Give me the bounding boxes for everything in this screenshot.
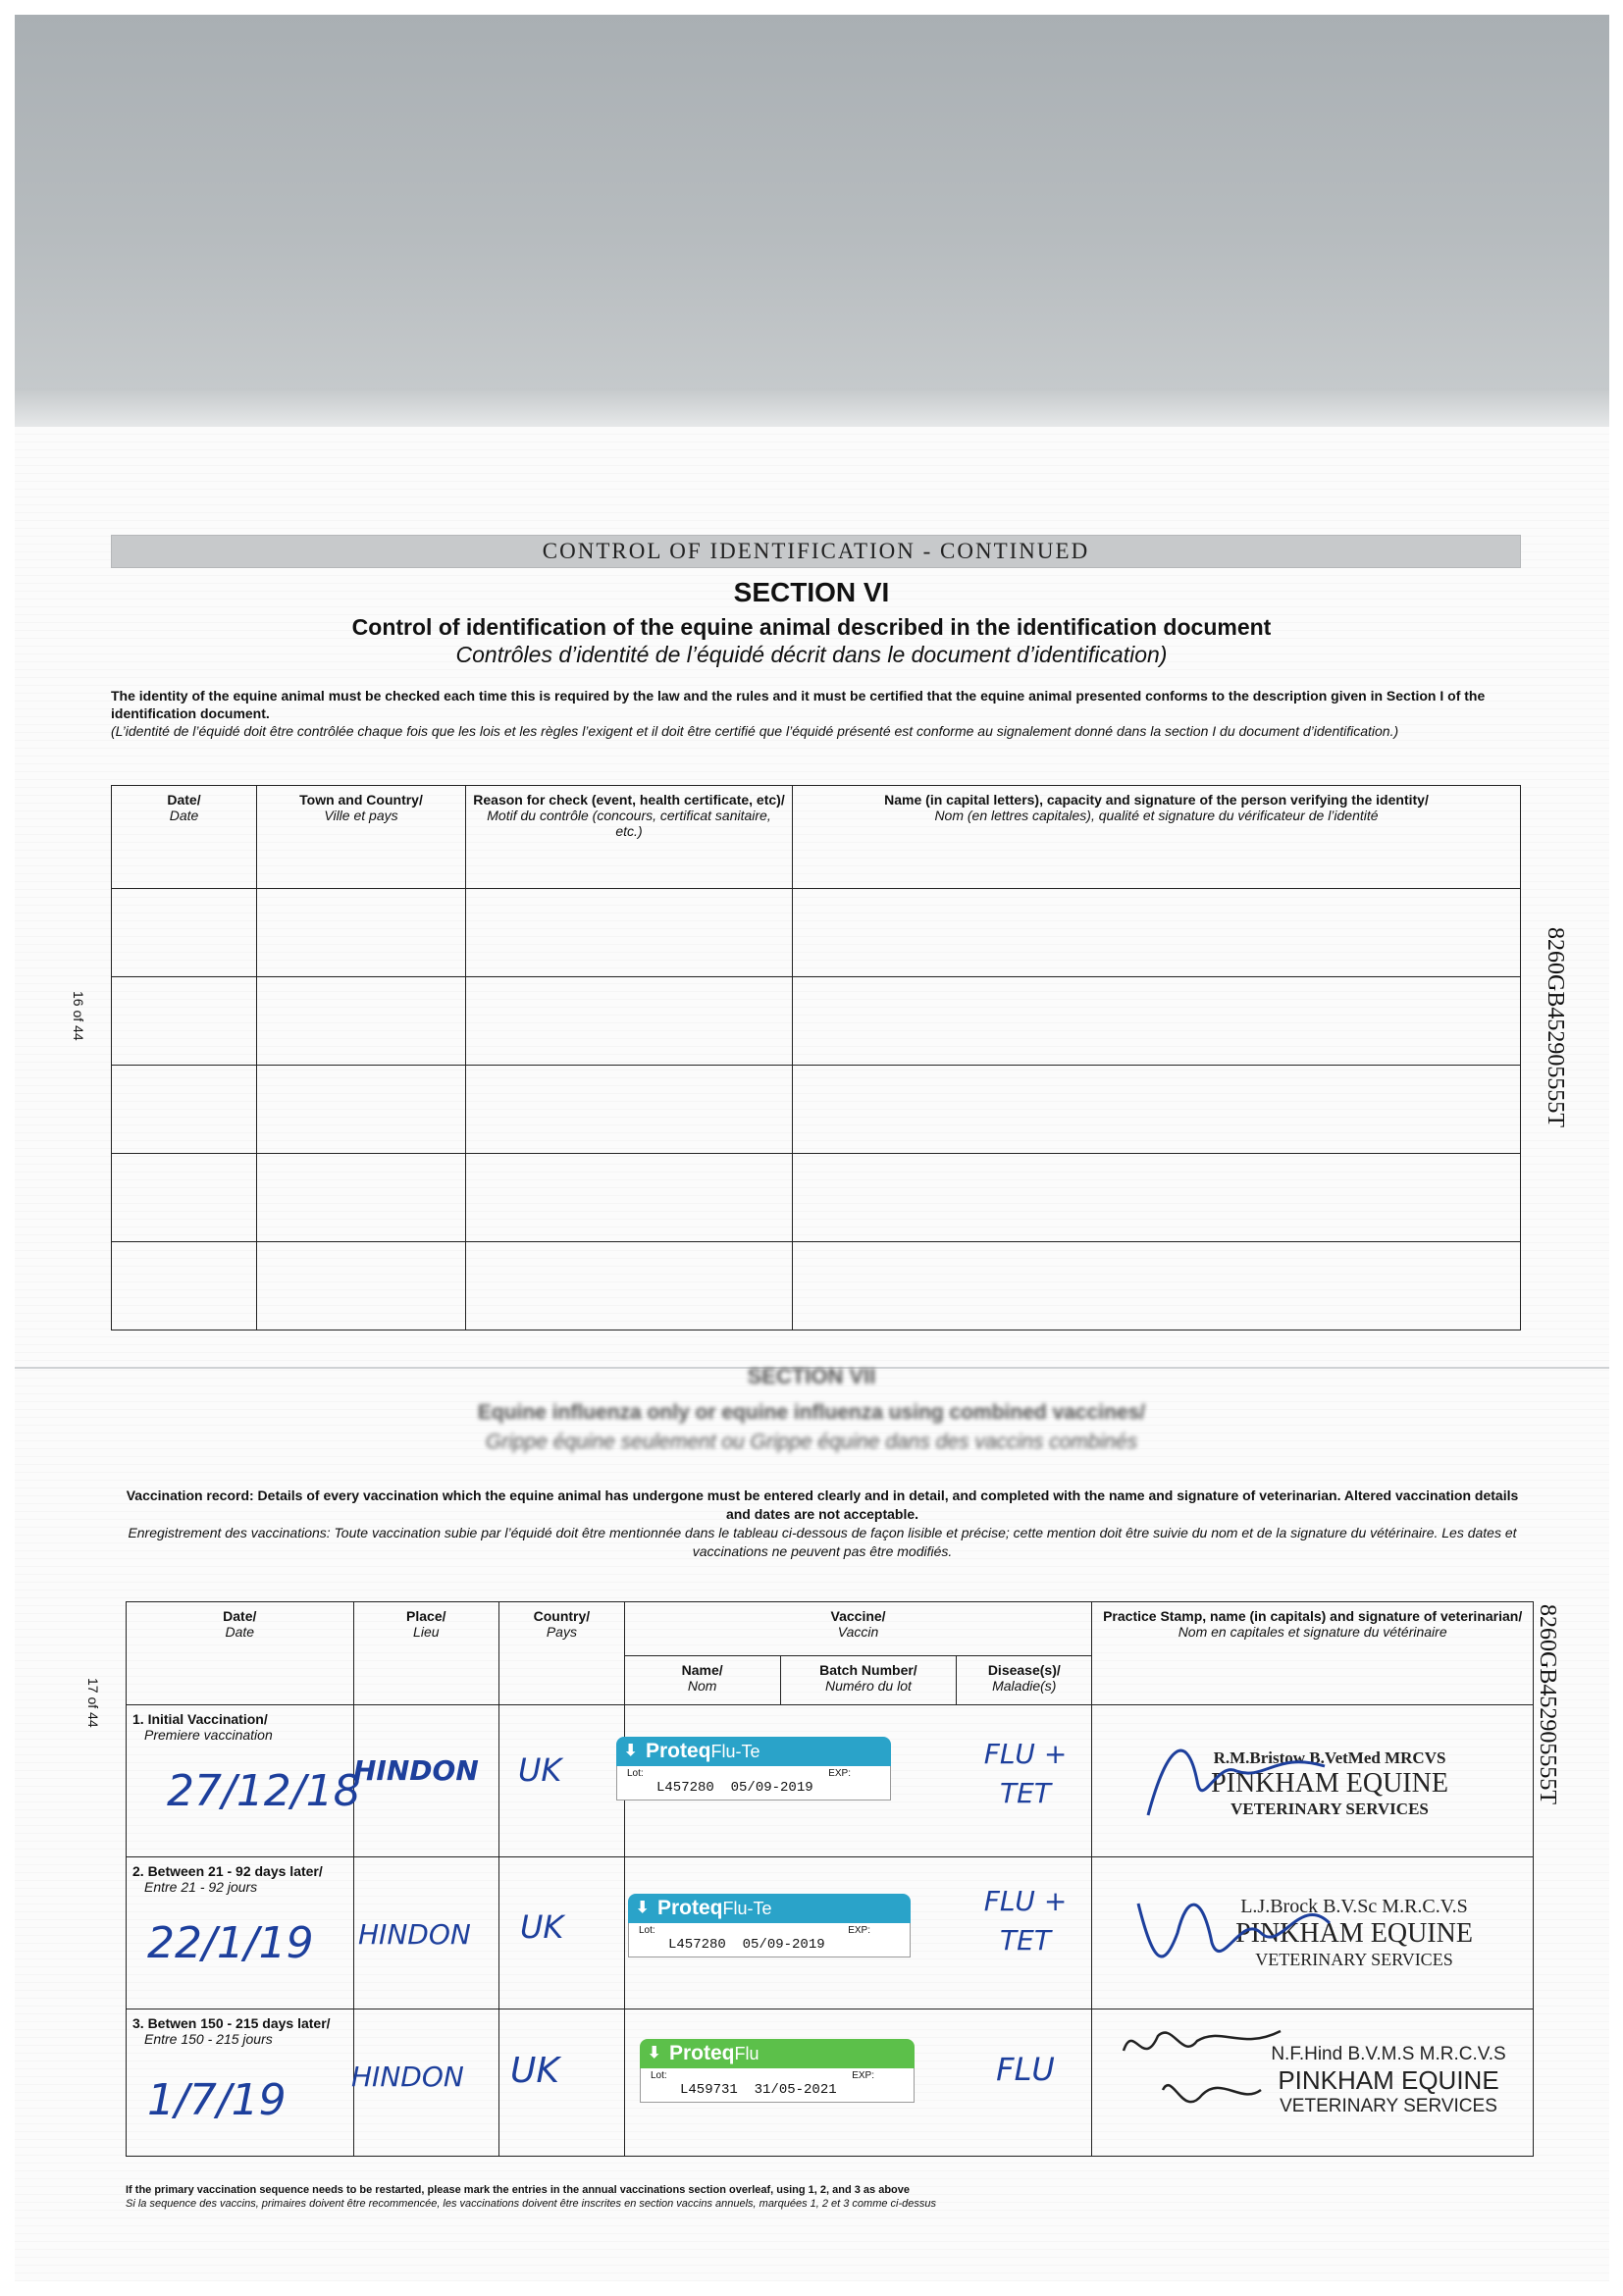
table-row — [112, 977, 1521, 1066]
sticker-header-3: ⬇ ProteqFlu — [640, 2039, 915, 2068]
col-town: Town and Country/ Ville et pays — [257, 786, 466, 889]
vac-date-3: 1/7/19 — [147, 2075, 287, 2125]
col-vac-country: Country/ Pays — [499, 1602, 625, 1705]
vac-disease-2: FLU + TET — [983, 1885, 1068, 1957]
table-row: 2. Between 21 - 92 days later/ Entre 21 - 92 jours — [127, 1857, 1534, 2009]
practice-stamp-3: N.F.Hind B.V.M.S M.R.C.V.S PINKHAM EQUINE VETERINARY SERVICES — [1271, 2044, 1506, 2116]
col-vac-place: Place/ Lieu — [353, 1602, 498, 1705]
side-identifier-lower: 8260GB452905555T — [1535, 1604, 1560, 1804]
section-vi-title: SECTION VI — [733, 577, 890, 607]
section-vi-subtitle-fr: Contrôles d’identité de l’équidé décrit dans le document d’identification) — [455, 642, 1168, 667]
section-vi-subtitle: Control of identification of the equine animal described in the identification document — [351, 614, 1272, 640]
vac-date-2: 22/1/19 — [147, 1918, 314, 1968]
practice-stamp-1: R.M.Bristow B.VetMed MRCVS PINKHAM EQUINE VETERINARY SERVICES — [1211, 1748, 1448, 1818]
batch-lot-3: L459731 — [680, 2082, 738, 2098]
col-vaccine: Vaccine/ Vaccin — [624, 1602, 1092, 1656]
footnote-fr: Si la sequence des vaccins, primaires doivent être recommencée, les vaccinations doivent être inscrites en section vaccins annuels, marquées 1, 2 et 3 comme ci-dessus — [126, 2198, 937, 2210]
intro-en: The identity of the equine animal must be checked each time this is required by the law and the rules and it must be certified that the equine animal presented conforms to the description given in Section I of the identification document. — [111, 688, 1486, 721]
table-row — [112, 1066, 1521, 1154]
sticker-header-1: ⬇ ProteqFlu-Te — [616, 1737, 891, 1766]
table-row: 1. Initial Vaccination/ Premiere vaccination — [127, 1705, 1534, 1857]
footnote — [126, 2183, 1519, 2211]
footnote-en: If the primary vaccination sequence needs to be restarted, please mark the entries in the annual vaccinations section overleaf, using 1, 2, and 3 as above — [126, 2184, 911, 2196]
vac-place-2: HINDON — [358, 1918, 471, 1951]
vac-country-2: UK — [520, 1908, 564, 1946]
col-practice-stamp: Practice Stamp, name (in capitals) and signature of veterinarian/ Nom en capitales et signature du vétérinaire — [1092, 1602, 1534, 1705]
vac-date-1: 27/12/18 — [167, 1766, 361, 1816]
batch-exp-2: 05/09-2019 — [742, 1937, 825, 1953]
signature-2 — [1124, 1874, 1339, 1992]
table-row: 3. Betwen 150 - 215 days later/ Entre 150 - 215 jours — [127, 2009, 1534, 2157]
page-number-upper: 16 of 44 — [71, 991, 86, 1041]
page-number-lower: 17 of 44 — [85, 1678, 101, 1728]
signature-3 — [1114, 2011, 1349, 2129]
section-banner: CONTROL OF IDENTIFICATION - CONTINUED — [111, 535, 1521, 568]
col-batch: Batch Number/ Numéro du lot — [780, 1656, 957, 1705]
table-row — [112, 889, 1521, 977]
sticker-header-2: ⬇ ProteqFlu-Te — [628, 1894, 911, 1923]
section-vi-intro — [111, 687, 1504, 740]
vac-country-1: UK — [518, 1751, 562, 1789]
vaccine-sticker-3: ⬇ ProteqFlu Lot: EXP: L459731 31/05-2021 — [640, 2039, 915, 2103]
batch-lot-2: L457280 — [668, 1937, 726, 1953]
intro-fr: (L’identité de l’équidé doit être contrôlée chaque fois que les lois et les règles l’exigent et il doit être certifié que l’équidé présenté est conforme au signalement donné dans la section I du document d’identification.) — [111, 723, 1399, 739]
vaccination-intro-fr: Enregistrement des vaccinations: Toute vaccination subie par l’équidé doit être mentionnée dans le tableau ci-dessous de façon lisible et précise; cette mention doit être suivie du nom et de la signature du vétérinaire. Les dates et vaccinations ne peuvent pas être modifiés. — [128, 1525, 1517, 1559]
col-date: Date/ Date — [112, 786, 257, 889]
table-row — [112, 1242, 1521, 1331]
batch-exp-1: 05/09-2019 — [730, 1780, 813, 1796]
section-vii-title: SECTION VII — [747, 1364, 876, 1388]
col-vaccine-name: Name/ Nom — [624, 1656, 780, 1705]
vaccination-intro-en: Vaccination record: Details of every vaccination which the equine animal has undergone must be entered clearly and in detail, and completed with the name and signature of veterinarian. Altered vaccination details and dates are not acceptable. — [126, 1487, 1519, 1522]
vaccine-sticker-1: ⬇ ProteqFlu-Te Lot: EXP: L457280 05/09-2019 — [616, 1737, 891, 1800]
side-identifier-upper: 8260GB452905555T — [1543, 927, 1568, 1127]
practice-stamp-2: L.J.Brock B.V.Sc M.R.C.V.S PINKHAM EQUINE VETERINARY SERVICES — [1235, 1896, 1473, 1969]
col-vac-date: Date/ Date — [127, 1602, 354, 1705]
vac-disease-1: FLU + TET — [983, 1738, 1068, 1809]
arrow-icon: ⬇ — [636, 1900, 650, 1916]
col-disease: Disease(s)/ Maladie(s) — [957, 1656, 1092, 1705]
signature-1 — [1128, 1722, 1364, 1830]
scanner-edge — [15, 388, 1609, 427]
arrow-icon: ⬇ — [648, 2045, 661, 2061]
col-name: Name (in capital letters), capacity and signature of the person verifying the identity/ Nom (en lettres capitales), qualité et signature du vérificateur de l’identité — [793, 786, 1521, 889]
table-row — [112, 1154, 1521, 1242]
identity-check-table — [111, 785, 1521, 1331]
batch-lot-1: L457280 — [656, 1780, 714, 1796]
vaccine-sticker-2: ⬇ ProteqFlu-Te Lot: EXP: L457280 05/09-2019 — [628, 1894, 911, 1957]
vac-place-1: HINDON — [353, 1754, 479, 1787]
batch-exp-3: 31/05-2021 — [754, 2082, 837, 2098]
vaccination-intro — [126, 1487, 1519, 1561]
section-vii-subtitle-fr: Grippe équine seulement ou Grippe équine dans des vaccins combinés — [485, 1431, 1138, 1453]
arrow-icon: ⬇ — [624, 1743, 638, 1759]
col-reason: Reason for check (event, health certificate, etc)/ Motif du contrôle (concours, certificat sanitaire, etc.) — [466, 786, 793, 889]
section-vii-subtitle: Equine influenza only or equine influenza using combined vaccines/ — [477, 1401, 1146, 1424]
vac-country-3: UK — [510, 2051, 559, 2091]
vac-place-3: HINDON — [351, 2061, 464, 2093]
vac-disease-3: FLU — [996, 2051, 1055, 2088]
scanner-lid — [15, 15, 1609, 427]
